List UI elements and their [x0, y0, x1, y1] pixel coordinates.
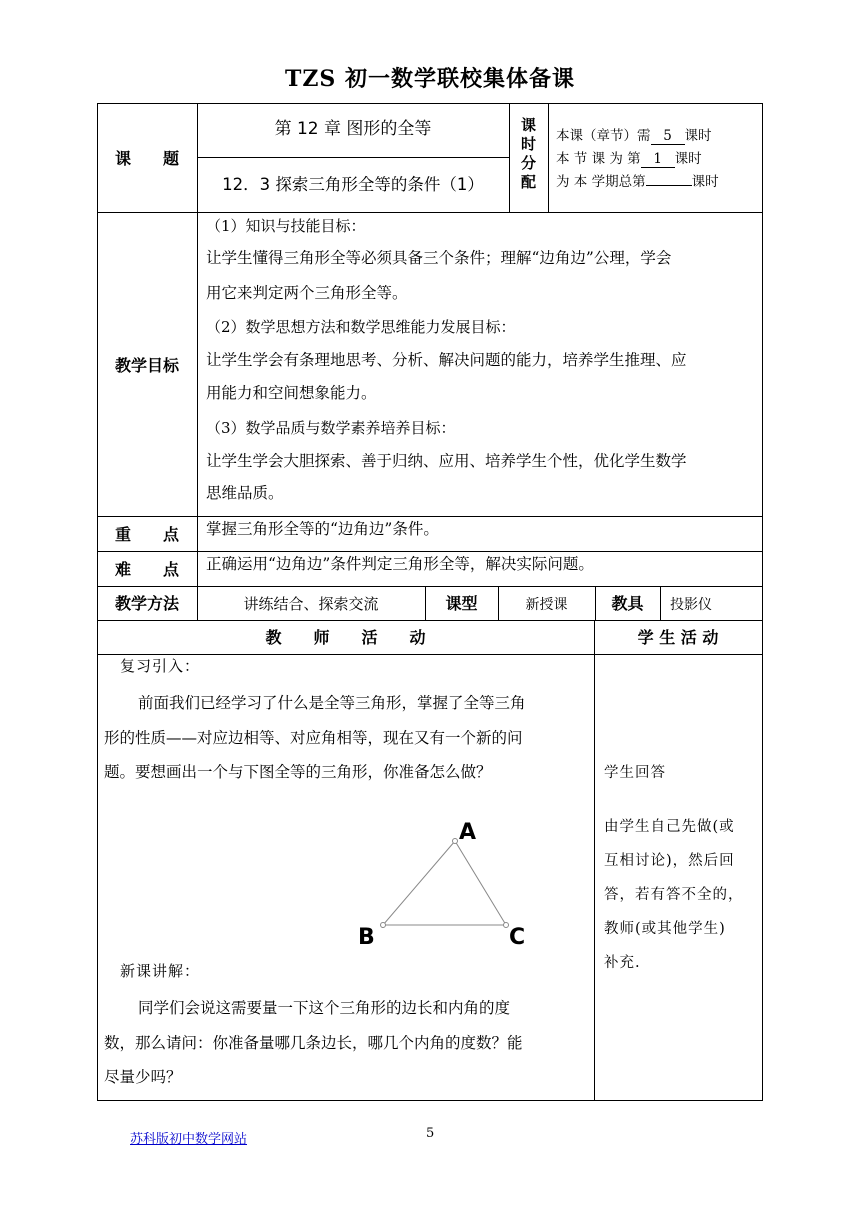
lesson-type-value: 新授课	[525, 597, 568, 613]
difficulty-text: 正确运用“边角边”条件判定三角形全等，解决实际问题。	[206, 555, 594, 573]
vertex-label-b: B	[358, 925, 375, 950]
chapter-title: 第 12 章 图形的全等	[274, 119, 432, 139]
footer-website-link[interactable]: 苏科版初中数学网站	[130, 1132, 248, 1147]
vertex-label-a: A	[459, 820, 477, 845]
period-label: 课时 分配	[520, 116, 536, 191]
key-point-label: 重 点	[114, 525, 179, 544]
teaching-aid-value: 投影仪	[670, 597, 712, 613]
student-activity-header: 学 生 活 动	[637, 628, 719, 647]
document-title: TZS 初一数学联校集体备课	[285, 66, 575, 92]
key-point-text: 掌握三角形全等的“边角边”条件。	[206, 520, 439, 538]
review-heading: 复习引入：	[120, 657, 201, 675]
section-title: 12．3 探索三角形全等的条件（1）	[222, 175, 484, 194]
method-label: 教学方法	[114, 594, 179, 613]
method-value: 讲练结合、探索交流	[243, 595, 379, 613]
new-lesson-heading: 新课讲解：	[120, 962, 201, 980]
vertex-label-c: C	[509, 925, 526, 950]
page-number: 5	[426, 1126, 435, 1141]
student-answer: 学生回答	[604, 765, 666, 781]
triangle-figure	[350, 812, 550, 952]
objectives-label: 教学目标	[114, 356, 179, 375]
lesson-type-label: 课型	[445, 594, 478, 613]
teaching-aid-label: 教具	[611, 594, 644, 613]
teacher-activity-header: 教 师 活 动	[265, 628, 426, 647]
topic-label: 课 题	[114, 149, 179, 168]
difficulty-label: 难 点	[114, 560, 179, 579]
